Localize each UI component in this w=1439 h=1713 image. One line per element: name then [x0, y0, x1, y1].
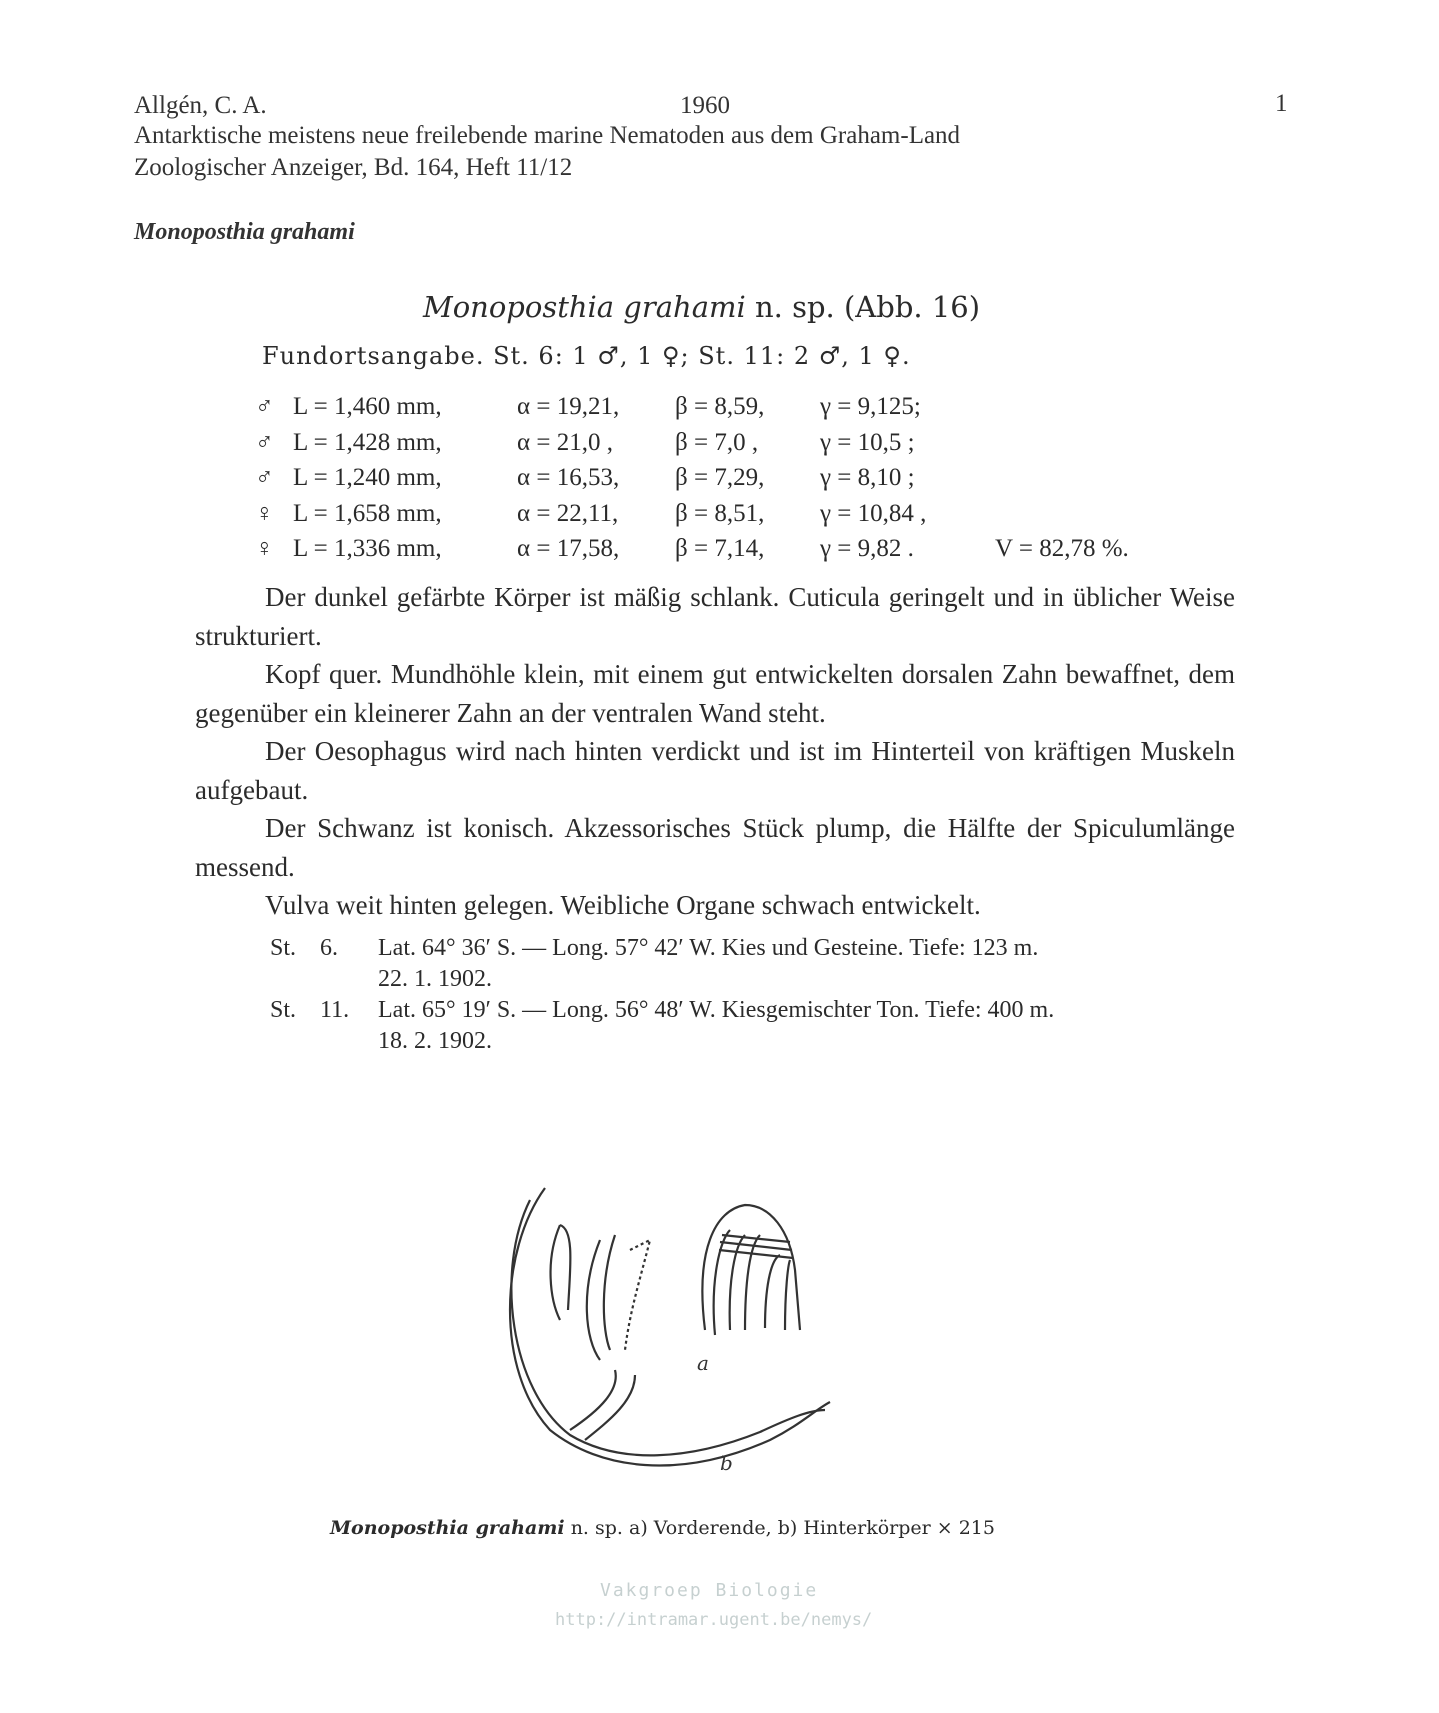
measurement-g: γ = 9,125; [820, 393, 921, 420]
measurement-a: α = 17,58, [517, 535, 620, 562]
author: Allgén, C. A. [134, 92, 267, 119]
measurement-g: γ = 8,10 ; [820, 464, 915, 491]
paragraph: Kopf quer. Mundhöhle klein, mit einem gut entwickelten dorsalen Zahn bewaffnet, dem gegenüber ein kleinerer Zahn an der ventralen Wand steht. [195, 659, 1235, 728]
measurement-L: L = 1,460 mm, [293, 393, 442, 420]
gubernaculum [587, 1235, 615, 1360]
article-title [423, 290, 980, 324]
spiculum-striated [625, 1240, 650, 1350]
watermark-org: Vakgroep Biologie [600, 1580, 819, 1601]
species-heading: Monoposthia grahami [134, 219, 355, 245]
station-date: 18. 2. 1902. [378, 1027, 492, 1054]
nematode-figure [490, 1170, 850, 1490]
measurement-sex: ♂ [255, 393, 274, 420]
page-number: 1 [1275, 90, 1288, 117]
station-label: St. [270, 934, 297, 961]
station-date: 22. 1. 1902. [378, 965, 492, 992]
paper-title: Antarktische meistens neue freilebende marine Nematoden aus dem Graham-Land [134, 122, 961, 149]
measurement-a: α = 22,11, [517, 499, 619, 527]
paragraph: Der Schwanz ist konisch. Akzessorisches Stück plump, die Hälfte der Spiculumlänge messend. [195, 813, 1235, 882]
measurement-sex: ♂ [255, 464, 274, 491]
station-label: St. [270, 996, 297, 1023]
measurement-sex: ♀ [255, 535, 274, 562]
body-text [195, 578, 1235, 1057]
fundort: Fundortsangabe. St. 6: 1 ♂, 1 ♀; St. 11: 2 ♂, 1 ♀. [262, 342, 911, 370]
measurement-L: L = 1,336 mm, [293, 535, 442, 562]
paragraph: Der Oesophagus wird nach hinten verdickt und ist im Hinterteil von kräftigen Muskeln aufgebaut. [195, 736, 1235, 805]
station-entry [270, 933, 1235, 995]
paragraph: Vulva weit hinten gelegen. Weibliche Organe schwach entwickelt. [265, 890, 981, 920]
body-inner-b [511, 1200, 825, 1455]
description [195, 578, 1235, 925]
measurement-b: β = 8,51, [675, 499, 765, 527]
figure-label-b: b [720, 1451, 733, 1475]
measurement-b: β = 8,59, [675, 393, 765, 420]
measurement-sex: ♂ [255, 428, 274, 456]
title-species: Monoposthia grahami [423, 290, 746, 324]
measurement-a: α = 21,0 , [517, 428, 613, 456]
station-list [270, 933, 1235, 1057]
measurement-b: β = 7,14, [675, 535, 765, 562]
measurement-a: α = 19,21, [517, 393, 620, 420]
watermark-url: http://intramar.ugent.be/nemys/ [555, 1610, 873, 1630]
cuticle-rings [719, 1235, 793, 1258]
measurement-L: L = 1,428 mm, [293, 428, 442, 456]
station-details: Lat. 65° 19′ S. — Long. 56° 48′ W. Kiesgemischter Ton. Tiefe: 400 m. [378, 996, 1055, 1023]
measurement-g: γ = 10,84 , [820, 499, 927, 527]
measurement-sex: ♀ [255, 499, 274, 527]
caption-species: Monoposthia grahami [330, 1517, 565, 1539]
station-number: 6. [320, 934, 338, 961]
figure-caption [330, 1517, 995, 1539]
measurement-b: β = 7,29, [675, 464, 765, 491]
figure-label-a: a [697, 1351, 709, 1375]
measurement-b: β = 7,0 , [675, 428, 759, 456]
title-rest: n. sp. (Abb. 16) [755, 290, 981, 324]
measurement-L: L = 1,240 mm, [293, 464, 442, 491]
station-details: Lat. 64° 36′ S. — Long. 57° 42′ W. Kies und Gesteine. Tiefe: 123 m. [378, 934, 1039, 961]
accessory-piece [551, 1225, 571, 1320]
station-number: 11. [320, 996, 350, 1023]
measurement-g: γ = 10,5 ; [820, 428, 915, 456]
journal: Zoologischer Anzeiger, Bd. 164, Heft 11/12 [134, 154, 573, 181]
measurement-a: α = 16,53, [517, 464, 620, 491]
measurement-L: L = 1,658 mm, [293, 499, 442, 527]
measurement-g: γ = 9,82 . [820, 535, 914, 562]
spicule [570, 1370, 635, 1440]
paragraph: Der dunkel gefärbte Körper ist mäßig schlank. Cuticula geringelt und in üblicher Weise strukturiert. [195, 582, 1235, 651]
station-entry [270, 995, 1235, 1057]
year: 1960 [680, 92, 730, 119]
caption-rest: n. sp. a) Vorderende, b) Hinterkörper × 215 [570, 1517, 995, 1539]
measurement-v: V = 82,78 %. [995, 535, 1129, 562]
